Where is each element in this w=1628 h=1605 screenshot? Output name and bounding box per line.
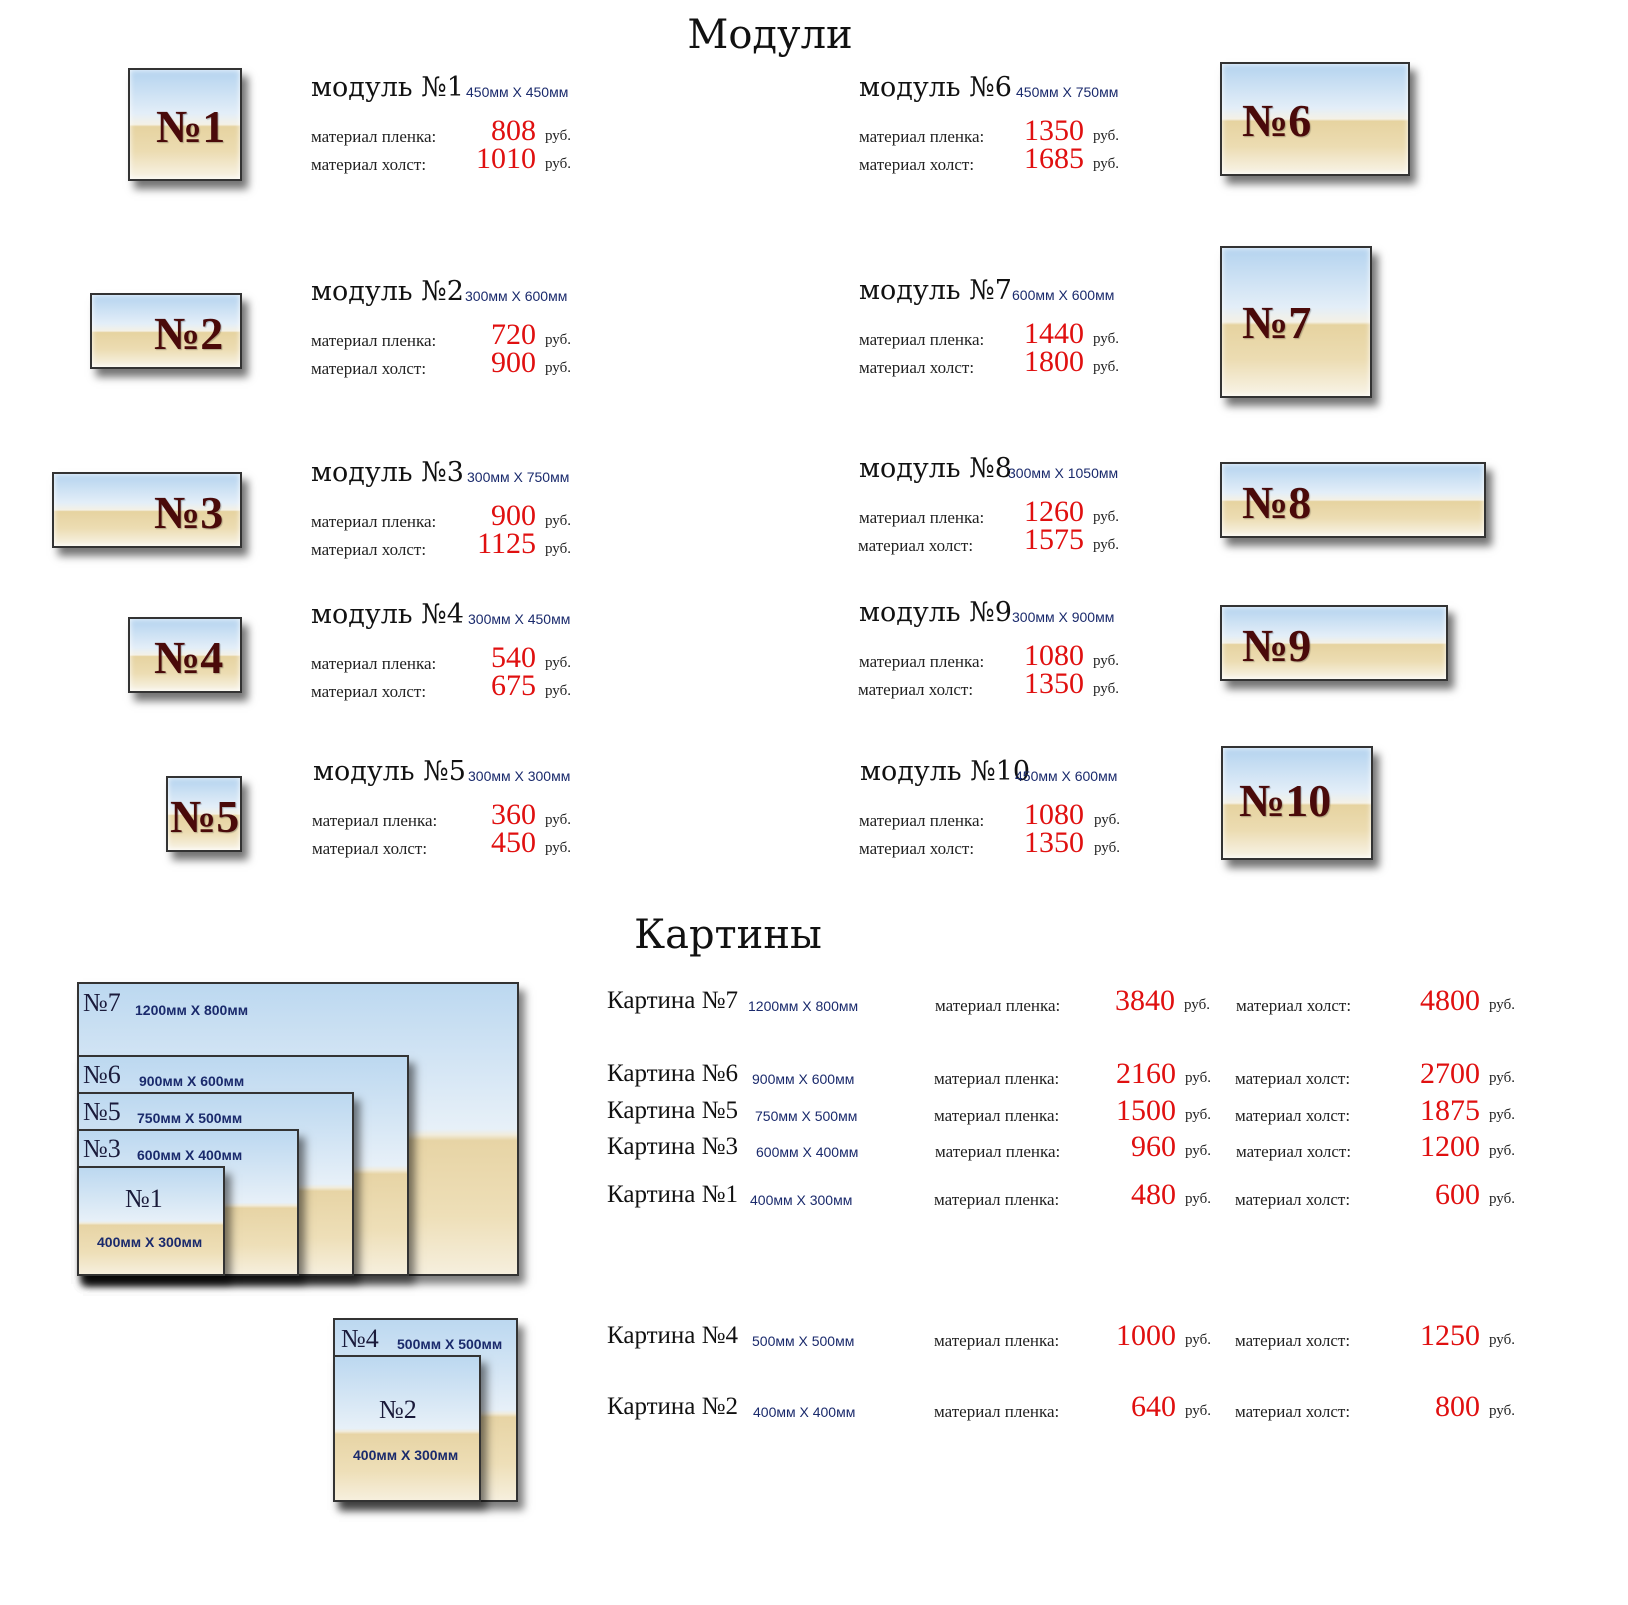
module-3-canvas-price: 1125 <box>477 527 536 560</box>
painting-3-film-label: материал пленка: <box>935 1142 1061 1161</box>
painting-6-canvas-label: материал холст: <box>1235 1069 1351 1088</box>
painting-5-frame-label: №5 <box>83 1097 121 1126</box>
module-10-size: 450мм X 600мм <box>1015 768 1118 784</box>
painting-3-film-price: 960 <box>1131 1130 1176 1163</box>
module-7-film-price: 1440 <box>1024 317 1084 350</box>
painting-5-film-price: 1500 <box>1116 1094 1176 1127</box>
painting-2-size: 400мм X 400мм <box>753 1404 856 1420</box>
module-1-film-label: материал пленка: <box>311 127 437 146</box>
module-9-thumb-label: №9 <box>1242 620 1312 671</box>
module-4-thumb-label: №4 <box>154 632 224 683</box>
module-4-name: модуль №4 <box>311 599 464 630</box>
module-9-thumbnail <box>1220 605 1448 681</box>
module-6-size: 450мм X 750мм <box>1016 84 1119 100</box>
currency-label: руб. <box>1185 1191 1211 1207</box>
currency-label: руб. <box>1093 359 1119 375</box>
module-10-name: модуль №10 <box>860 756 1031 787</box>
module-8-name: модуль №8 <box>859 453 1012 484</box>
module-6-film-label: материал пленка: <box>859 127 985 146</box>
module-7-thumb-label: №7 <box>1242 297 1312 348</box>
currency-label: руб. <box>545 812 571 828</box>
module-2-thumbnail <box>90 293 242 369</box>
currency-label: руб. <box>545 541 571 557</box>
module-7-canvas-label: материал холст: <box>859 358 975 377</box>
painting-4-size: 500мм X 500мм <box>752 1333 855 1349</box>
currency-label: руб. <box>1185 1070 1211 1086</box>
painting-7-size: 1200мм X 800мм <box>748 998 859 1014</box>
currency-label: руб. <box>545 128 571 144</box>
module-6-canvas-label: материал холст: <box>859 155 975 174</box>
module-5-name: модуль №5 <box>313 756 466 787</box>
module-3-name: модуль №3 <box>311 457 464 488</box>
currency-label: руб. <box>1489 1070 1515 1086</box>
currency-label: руб. <box>1093 331 1119 347</box>
module-6-name: модуль №6 <box>859 72 1012 103</box>
currency-label: руб. <box>1093 509 1119 525</box>
module-5-canvas-label: материал холст: <box>312 839 428 858</box>
painting-2-name: Картина №2 <box>607 1393 738 1420</box>
module-9-film-price: 1080 <box>1024 639 1084 672</box>
currency-label: руб. <box>1093 653 1119 669</box>
painting-1-film-price: 480 <box>1131 1178 1176 1211</box>
module-6-thumbnail <box>1220 62 1410 176</box>
module-1-size: 450мм X 450мм <box>466 84 569 100</box>
painting-4-name: Картина №4 <box>607 1322 738 1349</box>
module-6-thumb-label: №6 <box>1242 95 1312 146</box>
painting-4-canvas-label: материал холст: <box>1235 1331 1351 1350</box>
module-2-thumb-label: №2 <box>154 308 224 359</box>
painting-4-frame-size: 500мм X 500мм <box>397 1336 503 1352</box>
painting-5-name: Картина №5 <box>607 1097 738 1124</box>
currency-label: руб. <box>1093 681 1119 697</box>
currency-label: руб. <box>1185 1143 1211 1159</box>
module-10-canvas-price: 1350 <box>1024 826 1084 859</box>
painting-3-size: 600мм X 400мм <box>756 1144 859 1160</box>
module-5-film-price: 360 <box>491 798 536 831</box>
painting-5-canvas-label: материал холст: <box>1235 1106 1351 1125</box>
painting-1-film-label: материал пленка: <box>934 1190 1060 1209</box>
module-8-film-label: материал пленка: <box>859 508 985 527</box>
painting-3-frame-size: 600мм X 400мм <box>137 1147 243 1163</box>
module-9-canvas-price: 1350 <box>1024 667 1084 700</box>
painting-3-name: Картина №3 <box>607 1133 738 1160</box>
currency-label: руб. <box>545 360 571 376</box>
module-8-thumbnail <box>1220 462 1486 538</box>
module-7-name: модуль №7 <box>859 275 1012 306</box>
painting-2-frame <box>333 1355 481 1502</box>
painting-2-film-label: материал пленка: <box>934 1402 1060 1421</box>
painting-3-canvas-price: 1200 <box>1420 1130 1480 1163</box>
painting-6-frame-label: №6 <box>83 1060 121 1089</box>
currency-label: руб. <box>1489 1143 1515 1159</box>
currency-label: руб. <box>1489 997 1515 1013</box>
module-3-canvas-label: материал холст: <box>311 540 427 559</box>
module-1-canvas-label: материал холст: <box>311 155 427 174</box>
painting-5-frame-size: 750мм X 500мм <box>137 1110 243 1126</box>
currency-label: руб. <box>1094 840 1120 856</box>
currency-label: руб. <box>1185 1107 1211 1123</box>
module-4-thumbnail <box>128 617 242 693</box>
currency-label: руб. <box>545 332 571 348</box>
currency-label: руб. <box>545 655 571 671</box>
module-5-thumbnail <box>166 776 242 852</box>
module-9-film-label: материал пленка: <box>859 652 985 671</box>
module-7-size: 600мм X 600мм <box>1012 287 1115 303</box>
module-10-thumbnail <box>1221 746 1373 860</box>
module-5-size: 300мм X 300мм <box>468 768 571 784</box>
painting-7-frame-label: №7 <box>83 988 121 1017</box>
painting-1-canvas-price: 600 <box>1435 1178 1480 1211</box>
painting-3-canvas-label: материал холст: <box>1236 1142 1352 1161</box>
painting-4-film-label: материал пленка: <box>934 1331 1060 1350</box>
module-10-film-price: 1080 <box>1024 798 1084 831</box>
module-5-film-label: материал пленка: <box>312 811 438 830</box>
painting-2-frame-label: №2 <box>379 1395 417 1424</box>
currency-label: руб. <box>545 156 571 172</box>
currency-label: руб. <box>1093 156 1119 172</box>
module-5-canvas-price: 450 <box>491 826 536 859</box>
currency-label: руб. <box>1489 1107 1515 1123</box>
painting-2-film-price: 640 <box>1131 1390 1176 1423</box>
currency-label: руб. <box>1184 997 1210 1013</box>
module-2-film-price: 720 <box>491 318 536 351</box>
painting-7-name: Картина №7 <box>607 987 738 1014</box>
module-5-thumb-label: №5 <box>170 791 240 842</box>
module-3-film-price: 900 <box>491 499 536 532</box>
module-4-film-price: 540 <box>491 641 536 674</box>
module-8-thumb-label: №8 <box>1242 477 1312 528</box>
module-2-film-label: материал пленка: <box>311 331 437 350</box>
painting-6-size: 900мм X 600мм <box>752 1071 855 1087</box>
painting-2-frame-size: 400мм X 300мм <box>353 1447 459 1463</box>
painting-5-canvas-price: 1875 <box>1420 1094 1480 1127</box>
module-1-thumb-label: №1 <box>156 101 226 152</box>
painting-4-canvas-price: 1250 <box>1420 1319 1480 1352</box>
painting-7-film-label: материал пленка: <box>935 996 1061 1015</box>
painting-1-frame-size: 400мм X 300мм <box>97 1234 203 1250</box>
module-8-canvas-price: 1575 <box>1024 523 1084 556</box>
currency-label: руб. <box>1489 1403 1515 1419</box>
module-10-canvas-label: материал холст: <box>859 839 975 858</box>
module-6-canvas-price: 1685 <box>1024 142 1084 175</box>
painting-1-frame-label: №1 <box>125 1184 163 1213</box>
module-9-canvas-label: материал холст: <box>858 680 974 699</box>
painting-7-canvas-price: 4800 <box>1420 984 1480 1017</box>
currency-label: руб. <box>1489 1191 1515 1207</box>
painting-1-frame <box>77 1166 225 1276</box>
module-3-thumbnail <box>52 472 242 548</box>
module-4-film-label: материал пленка: <box>311 654 437 673</box>
module-1-name: модуль №1 <box>311 72 464 103</box>
module-1-thumbnail <box>128 68 242 181</box>
module-3-size: 300мм X 750мм <box>467 469 570 485</box>
painting-1-size: 400мм X 300мм <box>750 1192 853 1208</box>
module-8-size: 300мм X 1050мм <box>1008 465 1119 481</box>
painting-6-name: Картина №6 <box>607 1060 738 1087</box>
painting-3-frame-label: №3 <box>83 1134 121 1163</box>
painting-4-film-price: 1000 <box>1116 1319 1176 1352</box>
painting-7-film-price: 3840 <box>1115 984 1175 1017</box>
painting-2-canvas-price: 800 <box>1435 1390 1480 1423</box>
module-1-canvas-price: 1010 <box>476 142 536 175</box>
paintings-title: Картины <box>634 912 822 958</box>
painting-1-canvas-label: материал холст: <box>1235 1190 1351 1209</box>
module-7-film-label: материал пленка: <box>859 330 985 349</box>
painting-4-frame-label: №4 <box>341 1324 379 1353</box>
module-3-thumb-label: №3 <box>154 487 224 538</box>
currency-label: руб. <box>1185 1332 1211 1348</box>
module-9-size: 300мм X 900мм <box>1012 609 1115 625</box>
module-7-canvas-price: 1800 <box>1024 345 1084 378</box>
modules-title: Модули <box>687 12 853 58</box>
painting-6-canvas-price: 2700 <box>1420 1057 1480 1090</box>
module-6-film-price: 1350 <box>1024 114 1084 147</box>
painting-6-frame-size: 900мм X 600мм <box>139 1073 245 1089</box>
currency-label: руб. <box>1094 812 1120 828</box>
currency-label: руб. <box>545 513 571 529</box>
module-4-canvas-label: материал холст: <box>311 682 427 701</box>
currency-label: руб. <box>1185 1403 1211 1419</box>
currency-label: руб. <box>545 683 571 699</box>
module-10-thumb-label: №10 <box>1239 775 1332 826</box>
currency-label: руб. <box>1093 128 1119 144</box>
painting-1-name: Картина №1 <box>607 1181 738 1208</box>
module-8-canvas-label: материал холст: <box>858 536 974 555</box>
module-7-thumbnail <box>1220 246 1372 398</box>
module-2-name: модуль №2 <box>311 276 464 307</box>
painting-2-canvas-label: материал холст: <box>1235 1402 1351 1421</box>
module-3-film-label: материал пленка: <box>311 512 437 531</box>
painting-7-frame-size: 1200мм X 800мм <box>135 1002 249 1018</box>
currency-label: руб. <box>545 840 571 856</box>
painting-5-size: 750мм X 500мм <box>755 1108 858 1124</box>
currency-label: руб. <box>1093 537 1119 553</box>
painting-6-film-label: материал пленка: <box>934 1069 1060 1088</box>
painting-7-canvas-label: материал холст: <box>1236 996 1352 1015</box>
module-2-size: 300мм X 600мм <box>465 288 568 304</box>
module-9-name: модуль №9 <box>859 597 1012 628</box>
painting-6-film-price: 2160 <box>1116 1057 1176 1090</box>
painting-5-film-label: материал пленка: <box>934 1106 1060 1125</box>
module-4-size: 300мм X 450мм <box>468 611 571 627</box>
module-8-film-price: 1260 <box>1024 495 1084 528</box>
module-10-film-label: материал пленка: <box>859 811 985 830</box>
module-2-canvas-price: 900 <box>491 346 536 379</box>
module-1-film-price: 808 <box>491 114 536 147</box>
module-2-canvas-label: материал холст: <box>311 359 427 378</box>
module-4-canvas-price: 675 <box>491 669 536 702</box>
currency-label: руб. <box>1489 1332 1515 1348</box>
